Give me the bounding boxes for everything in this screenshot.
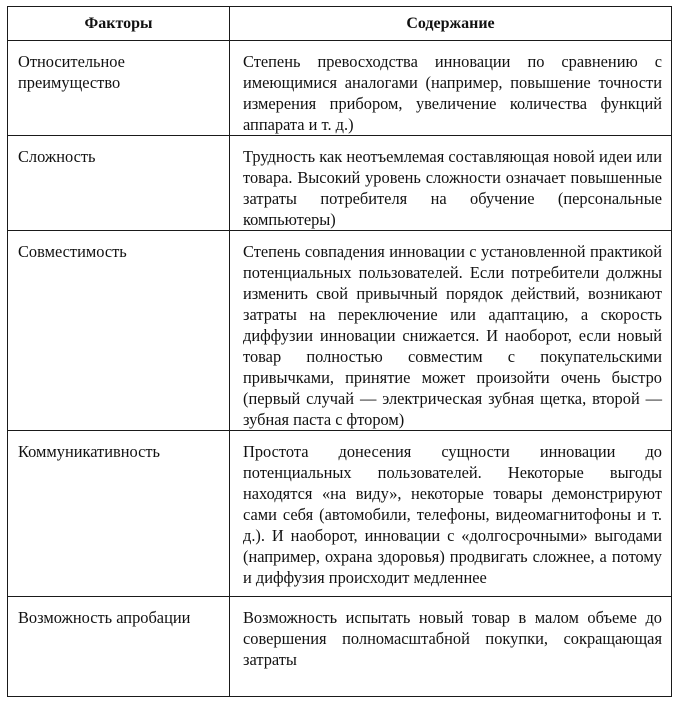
header-factors: Факторы (8, 7, 230, 41)
table-row (8, 41, 672, 136)
content-cell: Возможность испытать новый товар в малом объеме до совершения полномасштабной покупки, сокращающая затраты (230, 597, 672, 697)
innovation-factors-table (7, 6, 672, 697)
factor-cell: Совместимость (8, 231, 230, 431)
table-header-row (8, 7, 672, 41)
table-row (8, 136, 672, 231)
table-row (8, 597, 672, 697)
table-row (8, 231, 672, 431)
header-content: Содержание (230, 7, 672, 41)
content-cell: Простота донесения сущности инновации до потенциальных пользователей. Некоторые выгоды находятся «на виду», некоторые товары демонстрируют сами себя (автомобили, телефоны, видеомагнитофоны и т. д.). И наоборот, инновации с «долгосрочными» выгодами (например, охрана здоровья) продвигать сложнее, а потому и диффузия происходит медленнее (230, 431, 672, 597)
content-cell: Степень совпадения инновации с установленной практикой потенциальных пользователей. Если потребители должны изменить свой привычный порядок действий, возникают затраты на переключение или адаптацию, а скорость диффузии инновации снижается. И наоборот, если новый товар полностью совместим с покупательскими привычками, принятие может произойти очень быстро (первый случай — электрическая зубная щетка, второй — зубная паста с фтором) (230, 231, 672, 431)
table-row (8, 431, 672, 597)
content-cell: Трудность как неотъемлемая составляющая новой идеи или товара. Высокий уровень сложности означает повышенные затраты потребителя на обучение (персональные компьютеры) (230, 136, 672, 231)
factor-cell: Возможность апробации (8, 597, 230, 697)
factor-cell: Сложность (8, 136, 230, 231)
factor-cell: Относительное преимущество (8, 41, 230, 136)
factor-cell: Коммуникативность (8, 431, 230, 597)
content-cell: Степень превосходства инновации по сравнению с имеющимися аналогами (например, повышение точности измерения прибором, увеличение количества функций аппарата и т. д.) (230, 41, 672, 136)
